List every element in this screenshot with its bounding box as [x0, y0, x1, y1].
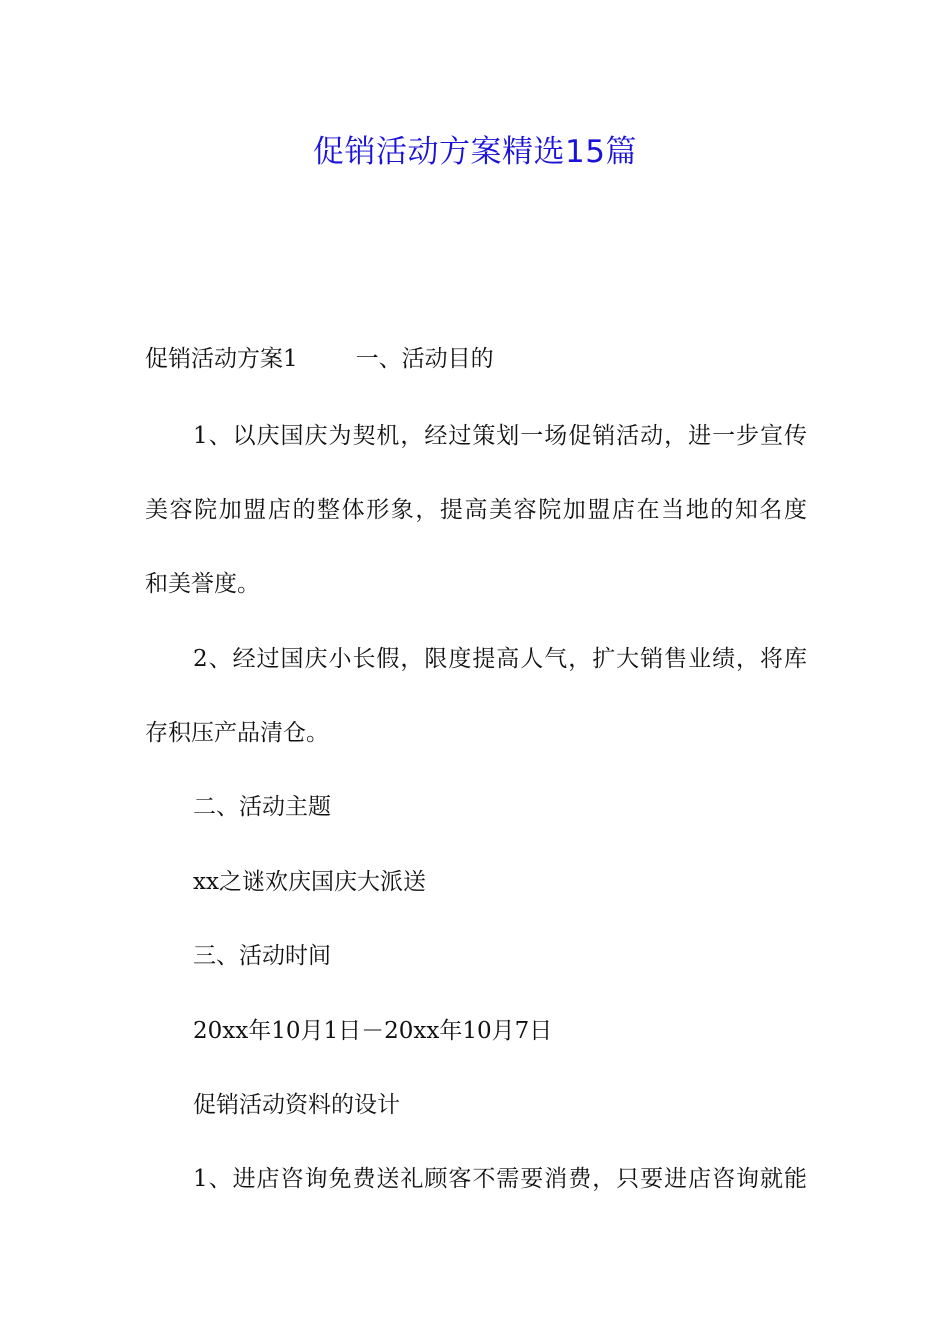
paragraph-line: 20xx年10月1日－20xx年10月7日: [193, 1018, 553, 1044]
heading-activity-purpose: 一、活动目的: [355, 346, 494, 372]
paragraph-line: 1、以庆国庆为契机，经过策划一场促销活动，进一步宣传: [193, 423, 807, 449]
paragraph-line: 美容院加盟店的整体形象，提高美容院加盟店在当地的知名度: [145, 497, 807, 523]
heading-activity-theme: 二、活动主题: [193, 794, 331, 820]
first-line: [145, 343, 494, 375]
paragraph-line: 和美誉度。: [145, 571, 260, 597]
heading-activity-time: 三、活动时间: [193, 943, 331, 969]
document-title: 促销活动方案精选15篇: [313, 134, 637, 170]
paragraph-line: 1、进店咨询免费送礼顾客不需要消费，只要进店咨询就能: [193, 1166, 807, 1192]
heading-promotion-design: 促销活动资料的设计: [193, 1092, 400, 1118]
paragraph-line: xx之谜欢庆国庆大派送: [193, 869, 426, 895]
section-heading: 促销活动方案1: [145, 346, 298, 372]
paragraph-line: 存积压产品清仓。: [145, 720, 329, 746]
paragraph-line: 2、经过国庆小长假，限度提高人气，扩大销售业绩，将库: [193, 646, 807, 672]
